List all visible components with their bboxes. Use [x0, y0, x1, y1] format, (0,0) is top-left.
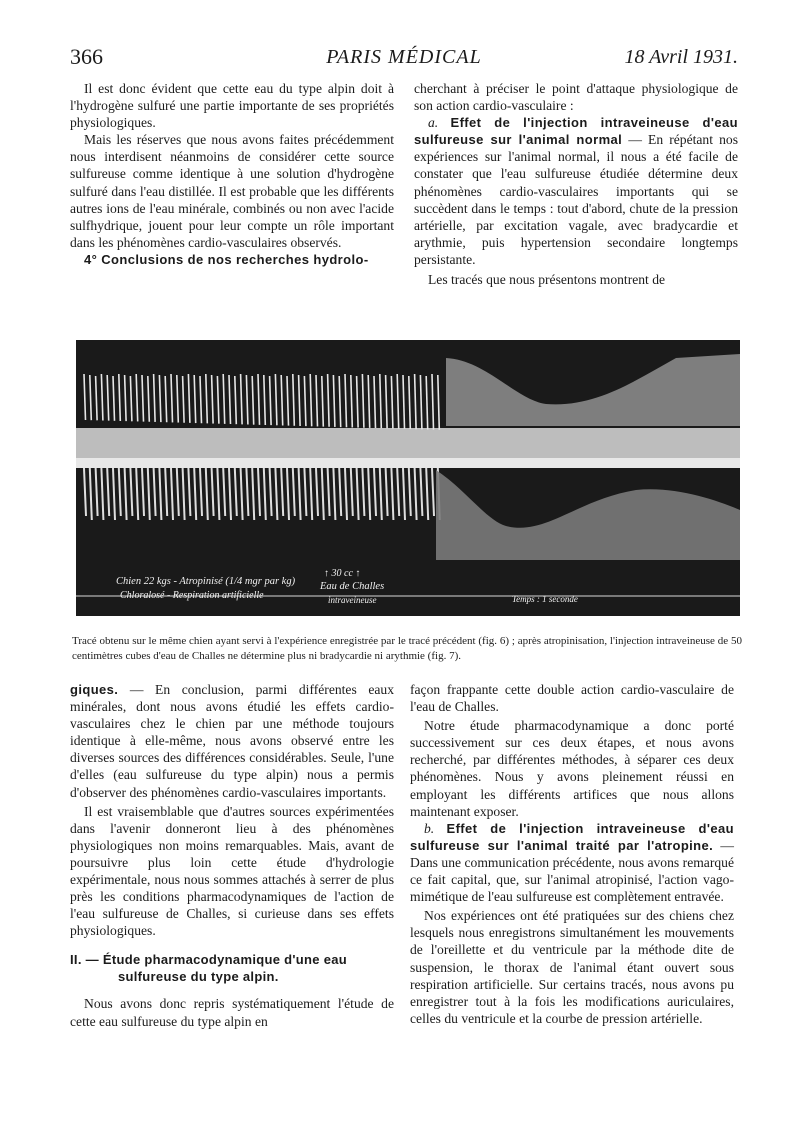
page-number: 366: [70, 44, 103, 69]
paragraph: Nos expériences ont été pratiquées sur des chiens chez lesquels nous enregistrons simultanément les mouvements de l'oreillette et du ventricule par la méthode dite de suspension, le thorax de l'animal étant ouvert sous respiration artificielle. Sur certains tracés, nous avons pu enregistrer tout à la fois les modifications auriculaires, celles du ventricule et la courbe de pression artérielle.: [410, 908, 734, 1026]
figure-label-protocol: Chloralosé - Respiration artificielle: [120, 590, 264, 601]
figure-label-dose: ↑ 30 cc ↑: [324, 568, 361, 579]
subsection-a-text: — En répétant nos expériences sur l'animal normal, il nous a été facile de constater que l'eau sulfureuse étudiée détermine deux phénomènes cardio-vasculaires importants qui se succèdent dans le temps : tout d'abord, chute de la pression artérielle, par excitation vagale, avec bradycardie et arythmie, puis hypertension secondaire longtemps persistante.: [414, 132, 738, 267]
figure-caption: Tracé obtenu sur le même chien ayant servi à l'expérience enregistrée par le tracé précédent (fig. 6) ; après atropinisation, l'injection intraveineuse de 50 centimètres cubes d'eau de Challes ne détermine plus ni bradycardie ni arythmie (fig. 7).: [72, 635, 742, 662]
paragraph: Notre étude pharmacodynamique a donc porté successivement sur ces deux étapes, et nous avons recherché, par différentes méthodes, à séparer ces deux phénomènes. Nous y avons pleinement réussi en employant les différents artifices que nous allons maintenant exposer.: [410, 718, 734, 819]
journal-title: PARIS MÉDICAL: [326, 46, 482, 68]
top-right-column: [414, 80, 738, 288]
top-left-column: [70, 80, 394, 268]
paragraph: giques. — En conclusion, parmi différentes eaux minérales, dont nous avons étudié les effets cardio-vasculaires chez le chien par une méthode toujours identique à elle-même, nous avons observé entre les diverses sources des différences considérables. Seule, l'une d'elles (eau sulfureuse du type alpin) nous a permis d'observer des phénomènes cardio-vasculaires importants.: [70, 682, 394, 800]
section-heading: II. — Étude pharmacodynamique d'une eau sulfureuse du type alpin.: [70, 952, 348, 985]
section-heading-start: 4° Conclusions de nos recherches hydrolo-: [84, 251, 369, 267]
figure-label-time: Temps : 1 seconde: [512, 594, 578, 604]
kymograph-tracing: [76, 340, 740, 616]
subsection-b-label: b.: [424, 820, 435, 836]
paragraph: Les tracés que nous présentons montrent de: [428, 272, 666, 288]
subsection-b: [410, 820, 734, 905]
figure-label-substance: Eau de Challes: [320, 581, 385, 592]
paragraph: cherchant à préciser le point d'attaque physiologique de son action cardio-vasculaire :: [414, 81, 738, 114]
bottom-left-column: [70, 681, 394, 1030]
issue-date: 18 Avril 1931.: [624, 46, 738, 68]
paragraph: Nous avons donc repris systématiquement l'étude de cette eau sulfureuse du type alpin en: [70, 996, 394, 1029]
subsection-a-title: Effet de l'injection intraveineuse d'eau sulfureuse sur l'animal normal: [414, 115, 738, 148]
paragraph: Il est vraisemblable que d'autres sources expérimentées dans l'avenir donneront lieu à des phénomènes physiologiques non moins remarquables. Mais, avant de poursuivre plus loin cette étude d'hydrologie expérimentale, nous nous sommes attachés à serrer de plus près les conditions pharmacodynamiques de l'action de l'eau sulfureuse de Challes, si curieuse dans ses effets physiologiques.: [70, 803, 394, 939]
tracing-light-band: [76, 428, 740, 458]
figure-label-route: intraveineuse: [328, 595, 377, 605]
subsection-b-title: Effet de l'injection intraveineuse d'eau sulfureuse sur l'animal traité par l'atropine.: [410, 820, 734, 853]
kymograph-figure: [76, 340, 740, 616]
paragraph: Il est donc évident que cette eau du type alpin doit à l'hydrogène sulfuré une partie importante de ses propriétés physiologiques.: [70, 81, 394, 131]
figure-label-subject: Chien 22 kgs - Atropinisé (1/4 mgr par kg): [116, 576, 296, 587]
bottom-right-column: [410, 681, 734, 1027]
paragraph: Mais les réserves que nous avons faites précédemment nous interdisent néanmoins de considérer cette source sulfureuse comme identique à une solution d'hydrogène sulfuré dans l'eau distillée. Il est probable que les différents autres ions de l'eau minérale, combinés ou non avec l'acide sulfhydrique, jouent pour leur compte un rôle important dans les phénomènes cardio-vasculaires observés.: [70, 132, 394, 250]
paragraph: façon frappante cette double action cardio-vasculaire de l'eau de Challes.: [410, 682, 734, 715]
subsection-a: [414, 114, 738, 268]
subsection-b-text: — Dans une communication précédente, nous avons remarqué ce fait capital, que, sur l'animal atropinisé, l'action vago-mimétique de l'eau sulfureuse est complètement entravée.: [410, 837, 734, 905]
running-head: [70, 44, 738, 72]
subsection-a-label: a.: [428, 115, 439, 131]
